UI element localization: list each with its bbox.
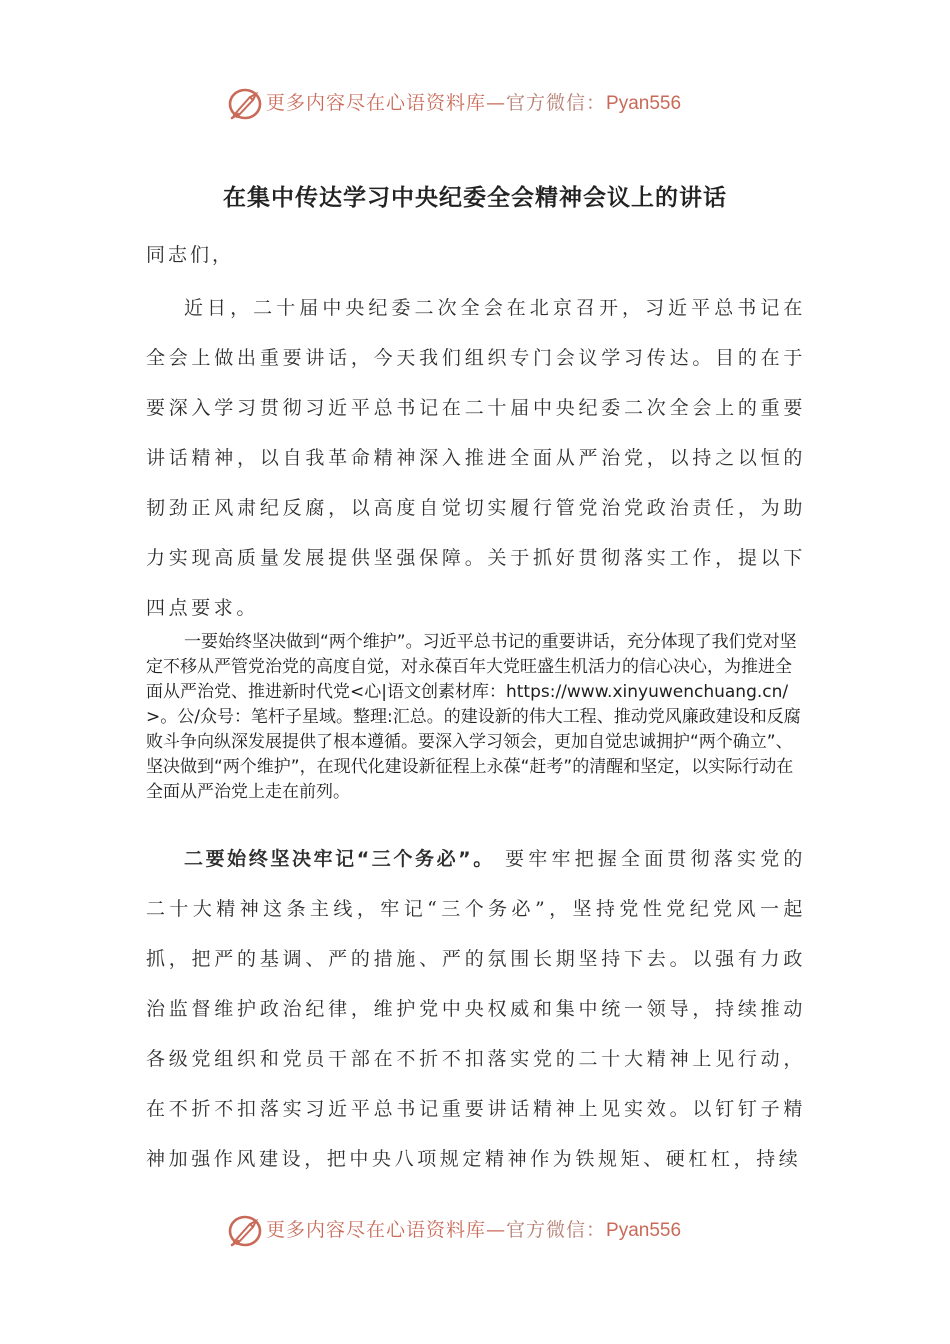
banner-text — [266, 88, 681, 115]
paragraph-intro: 近日，二十届中央纪委二次全会在北京召开，习近平总书记在全会上做出重要讲话，今天我们组织专门会议学习传达。目的在于要深入学习贯彻习近平总书记在二十届中央纪委二次全会上的重要讲话精神，以自我革命精神深入推进全面从严治党，以持之以恒的韧劲正风肃纪反腐，以高度自觉切实履行管党治党政治责任，为助力实现高质量发展提供坚强保障。关于抓好贯彻落实工作，提以下四点要求。 — [146, 297, 806, 619]
pen-nib-logo-icon — [226, 84, 266, 124]
paragraph-point-two — [146, 834, 806, 1184]
banner-wechat-label: 官方微信： — [506, 1219, 607, 1241]
banner-text — [266, 1215, 681, 1242]
footer-banner — [0, 1205, 950, 1255]
banner-slogan: 更多内容尽在心语资料库— — [266, 1219, 507, 1241]
banner-wechat-id: Pyan556 — [606, 93, 682, 114]
document-title: 在集中传达学习中央纪委全会精神会议上的讲话 — [223, 185, 727, 211]
point-two-heading: 二要始终坚决牢记“三个务必”。 — [184, 848, 495, 870]
banner-wechat-id: Pyan556 — [606, 1220, 682, 1241]
header-banner — [0, 78, 950, 128]
salutation: 同志们， — [146, 244, 235, 266]
banner-wechat-label: 官方微信： — [506, 92, 607, 114]
banner-slogan: 更多内容尽在心语资料库— — [266, 92, 507, 114]
paragraph-point-one: 一要始终坚决做到“两个维护”。习近平总书记的重要讲话，充分体现了我们党对坚定不移从严管党治党的高度自觉，对永葆百年大党旺盛生机活力的信心决心，为推进全面从严治党、推进新时代党<心|语文创素材库：https://www.xinyuwenchuang.cn/>。公/众号：笔杆子星域。整理:汇总。的建设新的伟大工程、推动党风廉政建设和反腐败斗争向纵深发展提供了根本遵循。要深入学习领会，更加自觉忠诚拥护“两个确立”、坚决做到“两个维护”，在现代化建设新征程上永葆“赶考”的清醒和坚定，以实际行动在全面从严治党上走在前列。 — [146, 632, 801, 802]
point-two-body: 要牢牢把握全面贯彻落实党的二十大精神这条主线，牢记“三个务必”，坚持党性党纪党风一起抓，把严的基调、严的措施、严的氛围长期坚持下去。以强有力政治监督维护政治纪律，维护党中央权威和集中统一领导，持续推动各级党组织和党员干部在不折不扣落实党的二十大精神上见行动，在不折不扣落实习近平总书记重要讲话精神上见实效。以钉钉子精神加强作风建设，把中央八项规定精神作为铁规矩、硬杠杠，持续 — [146, 848, 806, 1170]
pen-nib-logo-icon — [226, 1211, 266, 1251]
